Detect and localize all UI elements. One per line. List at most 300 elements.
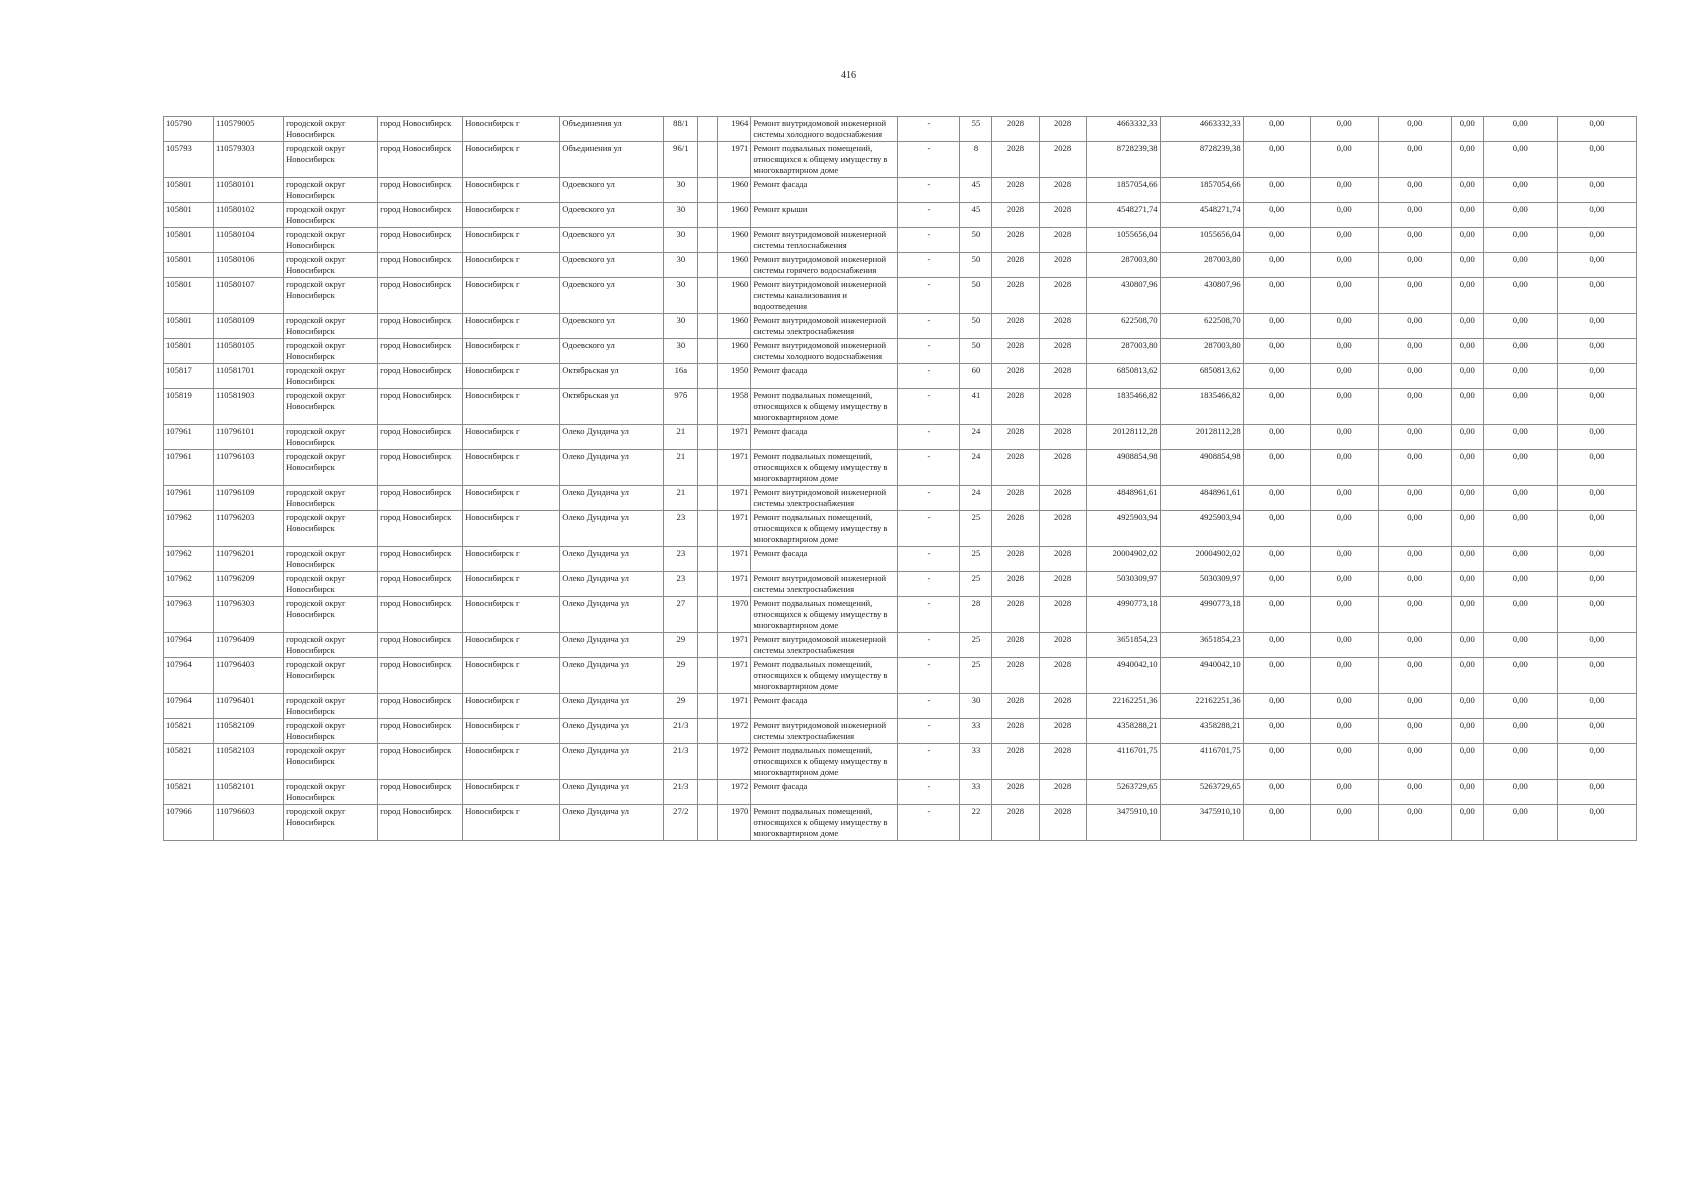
cell-owner-funds: 0,00 xyxy=(1483,228,1557,253)
cell-fund-cost: 4908854,98 xyxy=(1160,450,1243,486)
cell-other-source: 0,00 xyxy=(1451,339,1483,364)
cell-work-type: Ремонт крыши xyxy=(751,203,898,228)
cell-wear-value: 33 xyxy=(960,780,992,805)
cell-corpus xyxy=(698,450,718,486)
cell-other-source: 0,00 xyxy=(1451,547,1483,572)
cell-plan-year-end: 2028 xyxy=(1039,744,1086,780)
cell-work-type: Ремонт подвальных помещений, относящихся к общему имуществу в многоквартирном доме xyxy=(751,511,898,547)
cell-build-year: 1971 xyxy=(718,658,751,694)
cell-corpus xyxy=(698,694,718,719)
cell-fund-cost: 8728239,38 xyxy=(1160,142,1243,178)
cell-house-number: 29 xyxy=(664,658,698,694)
cell-regional-budget: 0,00 xyxy=(1310,572,1378,597)
cell-total-cost: 1055656,04 xyxy=(1086,228,1160,253)
cell-street: Олеко Дундича ул xyxy=(560,597,664,633)
cell-plan-year-end: 2028 xyxy=(1039,228,1086,253)
cell-other-source: 0,00 xyxy=(1451,278,1483,314)
cell-federal-budget: 0,00 xyxy=(1243,658,1310,694)
cell-plan-year-end: 2028 xyxy=(1039,142,1086,178)
cell-fund-cost: 3475910,10 xyxy=(1160,805,1243,841)
cell-wear-percent: - xyxy=(898,805,960,841)
cell-federal-budget: 0,00 xyxy=(1243,314,1310,339)
cell-wear-percent: - xyxy=(898,314,960,339)
cell-other-source: 0,00 xyxy=(1451,203,1483,228)
cell-fund-cost: 4925903,94 xyxy=(1160,511,1243,547)
cell-house-number: 16а xyxy=(664,364,698,389)
cell-wear-percent: - xyxy=(898,486,960,511)
cell-other-source: 0,00 xyxy=(1451,450,1483,486)
cell-house-number: 21 xyxy=(664,425,698,450)
cell-total-cost: 4663332,33 xyxy=(1086,117,1160,142)
cell-owner-funds: 0,00 xyxy=(1483,633,1557,658)
cell-wear-percent: - xyxy=(898,547,960,572)
cell-work-id: 110581701 xyxy=(214,364,284,389)
cell-wear-percent: - xyxy=(898,719,960,744)
cell-street: Олеко Дундича ул xyxy=(560,486,664,511)
cell-corpus xyxy=(698,117,718,142)
cell-house-id: 107961 xyxy=(164,425,214,450)
capital-repair-table xyxy=(163,116,1637,841)
cell-city: Новосибирск г xyxy=(463,694,560,719)
cell-settlement: город Новосибирск xyxy=(378,805,463,841)
cell-build-year: 1971 xyxy=(718,547,751,572)
cell-house-number: 30 xyxy=(664,314,698,339)
cell-total-cost: 4358288,21 xyxy=(1086,719,1160,744)
cell-owner-funds: 0,00 xyxy=(1483,314,1557,339)
cell-local-budget: 0,00 xyxy=(1378,694,1451,719)
cell-wear-value: 33 xyxy=(960,744,992,780)
cell-settlement: город Новосибирск xyxy=(378,203,463,228)
cell-plan-year-end: 2028 xyxy=(1039,597,1086,633)
cell-wear-percent: - xyxy=(898,228,960,253)
cell-local-budget: 0,00 xyxy=(1378,314,1451,339)
cell-regional-budget: 0,00 xyxy=(1310,314,1378,339)
cell-total-cost: 20004902,02 xyxy=(1086,547,1160,572)
cell-federal-budget: 0,00 xyxy=(1243,278,1310,314)
cell-house-id: 105821 xyxy=(164,780,214,805)
cell-local-budget: 0,00 xyxy=(1378,425,1451,450)
cell-plan-year-start: 2028 xyxy=(992,572,1039,597)
cell-work-type: Ремонт подвальных помещений, относящихся к общему имуществу в многоквартирном доме xyxy=(751,744,898,780)
cell-owner-funds: 0,00 xyxy=(1483,339,1557,364)
cell-fund-cost: 20004902,02 xyxy=(1160,547,1243,572)
cell-work-id: 110796209 xyxy=(214,572,284,597)
cell-total-cost: 1835466,82 xyxy=(1086,389,1160,425)
cell-local-budget: 0,00 xyxy=(1378,389,1451,425)
cell-house-number: 97б xyxy=(664,389,698,425)
cell-reserve: 0,00 xyxy=(1557,780,1636,805)
cell-city: Новосибирск г xyxy=(463,486,560,511)
cell-fund-cost: 430807,96 xyxy=(1160,278,1243,314)
cell-house-id: 107961 xyxy=(164,450,214,486)
cell-plan-year-end: 2028 xyxy=(1039,572,1086,597)
cell-build-year: 1971 xyxy=(718,633,751,658)
cell-house-id: 105817 xyxy=(164,364,214,389)
cell-owner-funds: 0,00 xyxy=(1483,389,1557,425)
cell-work-type: Ремонт подвальных помещений, относящихся к общему имуществу в многоквартирном доме xyxy=(751,597,898,633)
cell-house-number: 21/3 xyxy=(664,719,698,744)
cell-build-year: 1971 xyxy=(718,572,751,597)
cell-work-type: Ремонт подвальных помещений, относящихся к общему имуществу в многоквартирном доме xyxy=(751,450,898,486)
cell-build-year: 1972 xyxy=(718,744,751,780)
cell-fund-cost: 4940042,10 xyxy=(1160,658,1243,694)
cell-corpus xyxy=(698,178,718,203)
cell-owner-funds: 0,00 xyxy=(1483,658,1557,694)
cell-house-number: 30 xyxy=(664,339,698,364)
cell-wear-value: 45 xyxy=(960,203,992,228)
cell-house-number: 29 xyxy=(664,694,698,719)
cell-work-type: Ремонт внутридомовой инженерной системы канализования и водоотведения xyxy=(751,278,898,314)
cell-corpus xyxy=(698,597,718,633)
cell-wear-percent: - xyxy=(898,389,960,425)
cell-work-id: 110796103 xyxy=(214,450,284,486)
cell-plan-year-start: 2028 xyxy=(992,658,1039,694)
cell-local-budget: 0,00 xyxy=(1378,572,1451,597)
cell-corpus xyxy=(698,389,718,425)
cell-work-id: 110796101 xyxy=(214,425,284,450)
cell-federal-budget: 0,00 xyxy=(1243,597,1310,633)
cell-city: Новосибирск г xyxy=(463,744,560,780)
cell-municipal-district: городской округ Новосибирск xyxy=(284,389,378,425)
cell-house-id: 105821 xyxy=(164,719,214,744)
cell-fund-cost: 1835466,82 xyxy=(1160,389,1243,425)
cell-reserve: 0,00 xyxy=(1557,450,1636,486)
cell-total-cost: 4548271,74 xyxy=(1086,203,1160,228)
table-row xyxy=(164,364,1637,389)
cell-house-id: 105793 xyxy=(164,142,214,178)
cell-regional-budget: 0,00 xyxy=(1310,389,1378,425)
table-row xyxy=(164,547,1637,572)
cell-federal-budget: 0,00 xyxy=(1243,572,1310,597)
cell-federal-budget: 0,00 xyxy=(1243,450,1310,486)
cell-reserve: 0,00 xyxy=(1557,178,1636,203)
cell-plan-year-end: 2028 xyxy=(1039,339,1086,364)
cell-federal-budget: 0,00 xyxy=(1243,805,1310,841)
cell-work-type: Ремонт подвальных помещений, относящихся к общему имуществу в многоквартирном доме xyxy=(751,805,898,841)
cell-wear-value: 28 xyxy=(960,597,992,633)
cell-work-id: 110582109 xyxy=(214,719,284,744)
cell-total-cost: 4940042,10 xyxy=(1086,658,1160,694)
cell-city: Новосибирск г xyxy=(463,203,560,228)
cell-municipal-district: городской округ Новосибирск xyxy=(284,253,378,278)
cell-house-id: 105819 xyxy=(164,389,214,425)
cell-street: Одоевского ул xyxy=(560,278,664,314)
cell-settlement: город Новосибирск xyxy=(378,389,463,425)
cell-work-id: 110796403 xyxy=(214,658,284,694)
table-body xyxy=(164,117,1637,841)
cell-build-year: 1972 xyxy=(718,780,751,805)
cell-street: Олеко Дундича ул xyxy=(560,547,664,572)
cell-wear-value: 25 xyxy=(960,547,992,572)
cell-settlement: город Новосибирск xyxy=(378,486,463,511)
cell-federal-budget: 0,00 xyxy=(1243,694,1310,719)
cell-street: Олеко Дундича ул xyxy=(560,425,664,450)
cell-municipal-district: городской округ Новосибирск xyxy=(284,228,378,253)
cell-wear-percent: - xyxy=(898,203,960,228)
cell-plan-year-end: 2028 xyxy=(1039,314,1086,339)
cell-wear-value: 25 xyxy=(960,572,992,597)
cell-house-id: 105821 xyxy=(164,744,214,780)
cell-owner-funds: 0,00 xyxy=(1483,203,1557,228)
table-row xyxy=(164,253,1637,278)
cell-plan-year-start: 2028 xyxy=(992,597,1039,633)
cell-city: Новосибирск г xyxy=(463,364,560,389)
cell-regional-budget: 0,00 xyxy=(1310,339,1378,364)
cell-reserve: 0,00 xyxy=(1557,314,1636,339)
cell-regional-budget: 0,00 xyxy=(1310,425,1378,450)
cell-settlement: город Новосибирск xyxy=(378,597,463,633)
cell-city: Новосибирск г xyxy=(463,253,560,278)
cell-street: Олеко Дундича ул xyxy=(560,450,664,486)
cell-build-year: 1960 xyxy=(718,253,751,278)
cell-regional-budget: 0,00 xyxy=(1310,719,1378,744)
cell-house-id: 105801 xyxy=(164,314,214,339)
cell-fund-cost: 4990773,18 xyxy=(1160,597,1243,633)
cell-build-year: 1950 xyxy=(718,364,751,389)
cell-corpus xyxy=(698,339,718,364)
cell-settlement: город Новосибирск xyxy=(378,364,463,389)
cell-municipal-district: городской округ Новосибирск xyxy=(284,694,378,719)
cell-local-budget: 0,00 xyxy=(1378,597,1451,633)
cell-plan-year-start: 2028 xyxy=(992,511,1039,547)
cell-fund-cost: 4548271,74 xyxy=(1160,203,1243,228)
cell-total-cost: 8728239,38 xyxy=(1086,142,1160,178)
cell-reserve: 0,00 xyxy=(1557,339,1636,364)
cell-local-budget: 0,00 xyxy=(1378,117,1451,142)
cell-wear-value: 24 xyxy=(960,486,992,511)
cell-other-source: 0,00 xyxy=(1451,719,1483,744)
cell-reserve: 0,00 xyxy=(1557,278,1636,314)
cell-house-id: 107962 xyxy=(164,572,214,597)
cell-owner-funds: 0,00 xyxy=(1483,805,1557,841)
cell-work-id: 110579303 xyxy=(214,142,284,178)
cell-street: Олеко Дундича ул xyxy=(560,694,664,719)
cell-reserve: 0,00 xyxy=(1557,633,1636,658)
cell-fund-cost: 4116701,75 xyxy=(1160,744,1243,780)
cell-owner-funds: 0,00 xyxy=(1483,450,1557,486)
cell-municipal-district: городской округ Новосибирск xyxy=(284,744,378,780)
cell-regional-budget: 0,00 xyxy=(1310,547,1378,572)
cell-other-source: 0,00 xyxy=(1451,633,1483,658)
cell-federal-budget: 0,00 xyxy=(1243,178,1310,203)
cell-house-number: 88/1 xyxy=(664,117,698,142)
cell-work-id: 110796603 xyxy=(214,805,284,841)
table-row xyxy=(164,178,1637,203)
table-row xyxy=(164,228,1637,253)
cell-work-type: Ремонт фасада xyxy=(751,178,898,203)
cell-fund-cost: 1055656,04 xyxy=(1160,228,1243,253)
cell-wear-value: 25 xyxy=(960,511,992,547)
cell-house-number: 23 xyxy=(664,547,698,572)
cell-settlement: город Новосибирск xyxy=(378,744,463,780)
cell-wear-value: 60 xyxy=(960,364,992,389)
cell-owner-funds: 0,00 xyxy=(1483,486,1557,511)
cell-street: Одоевского ул xyxy=(560,314,664,339)
cell-other-source: 0,00 xyxy=(1451,314,1483,339)
cell-house-number: 21/3 xyxy=(664,744,698,780)
cell-work-type: Ремонт подвальных помещений, относящихся к общему имуществу в многоквартирном доме xyxy=(751,389,898,425)
cell-federal-budget: 0,00 xyxy=(1243,228,1310,253)
cell-total-cost: 5030309,97 xyxy=(1086,572,1160,597)
cell-house-id: 107963 xyxy=(164,597,214,633)
cell-street: Олеко Дундича ул xyxy=(560,719,664,744)
cell-wear-value: 24 xyxy=(960,450,992,486)
cell-settlement: город Новосибирск xyxy=(378,719,463,744)
cell-municipal-district: городской округ Новосибирск xyxy=(284,633,378,658)
cell-house-id: 105801 xyxy=(164,278,214,314)
cell-city: Новосибирск г xyxy=(463,228,560,253)
cell-reserve: 0,00 xyxy=(1557,425,1636,450)
cell-local-budget: 0,00 xyxy=(1378,450,1451,486)
cell-work-type: Ремонт фасада xyxy=(751,694,898,719)
cell-municipal-district: городской округ Новосибирск xyxy=(284,425,378,450)
cell-house-id: 107961 xyxy=(164,486,214,511)
cell-wear-percent: - xyxy=(898,694,960,719)
cell-local-budget: 0,00 xyxy=(1378,253,1451,278)
cell-other-source: 0,00 xyxy=(1451,253,1483,278)
cell-municipal-district: городской округ Новосибирск xyxy=(284,805,378,841)
table-row xyxy=(164,633,1637,658)
cell-municipal-district: городской округ Новосибирск xyxy=(284,547,378,572)
cell-fund-cost: 287003,80 xyxy=(1160,253,1243,278)
cell-federal-budget: 0,00 xyxy=(1243,203,1310,228)
cell-plan-year-start: 2028 xyxy=(992,228,1039,253)
cell-local-budget: 0,00 xyxy=(1378,780,1451,805)
cell-house-number: 30 xyxy=(664,228,698,253)
cell-work-type: Ремонт внутридомовой инженерной системы теплоснабжения xyxy=(751,228,898,253)
cell-plan-year-end: 2028 xyxy=(1039,547,1086,572)
cell-owner-funds: 0,00 xyxy=(1483,511,1557,547)
cell-fund-cost: 20128112,28 xyxy=(1160,425,1243,450)
cell-work-id: 110796201 xyxy=(214,547,284,572)
cell-house-number: 29 xyxy=(664,633,698,658)
cell-reserve: 0,00 xyxy=(1557,694,1636,719)
cell-plan-year-end: 2028 xyxy=(1039,694,1086,719)
cell-reserve: 0,00 xyxy=(1557,364,1636,389)
table-row xyxy=(164,744,1637,780)
cell-settlement: город Новосибирск xyxy=(378,339,463,364)
cell-wear-value: 50 xyxy=(960,278,992,314)
cell-corpus xyxy=(698,719,718,744)
cell-federal-budget: 0,00 xyxy=(1243,486,1310,511)
cell-total-cost: 622508,70 xyxy=(1086,314,1160,339)
cell-plan-year-start: 2028 xyxy=(992,364,1039,389)
cell-other-source: 0,00 xyxy=(1451,178,1483,203)
cell-other-source: 0,00 xyxy=(1451,228,1483,253)
cell-house-id: 105801 xyxy=(164,339,214,364)
cell-wear-value: 45 xyxy=(960,178,992,203)
cell-plan-year-start: 2028 xyxy=(992,805,1039,841)
cell-work-type: Ремонт внутридомовой инженерной системы холодного водоснабжения xyxy=(751,339,898,364)
cell-reserve: 0,00 xyxy=(1557,486,1636,511)
cell-settlement: город Новосибирск xyxy=(378,178,463,203)
cell-street: Октябрьская ул xyxy=(560,364,664,389)
cell-house-number: 21 xyxy=(664,450,698,486)
cell-street: Октябрьская ул xyxy=(560,389,664,425)
cell-reserve: 0,00 xyxy=(1557,597,1636,633)
cell-plan-year-end: 2028 xyxy=(1039,780,1086,805)
cell-wear-percent: - xyxy=(898,744,960,780)
cell-street: Олеко Дундича ул xyxy=(560,744,664,780)
cell-plan-year-end: 2028 xyxy=(1039,805,1086,841)
cell-other-source: 0,00 xyxy=(1451,658,1483,694)
cell-work-id: 110580101 xyxy=(214,178,284,203)
cell-total-cost: 3651854,23 xyxy=(1086,633,1160,658)
cell-fund-cost: 4358288,21 xyxy=(1160,719,1243,744)
cell-owner-funds: 0,00 xyxy=(1483,178,1557,203)
cell-plan-year-start: 2028 xyxy=(992,178,1039,203)
cell-work-type: Ремонт подвальных помещений, относящихся к общему имуществу в многоквартирном доме xyxy=(751,142,898,178)
cell-plan-year-start: 2028 xyxy=(992,253,1039,278)
cell-regional-budget: 0,00 xyxy=(1310,450,1378,486)
cell-total-cost: 1857054,66 xyxy=(1086,178,1160,203)
cell-corpus xyxy=(698,142,718,178)
cell-municipal-district: городской округ Новосибирск xyxy=(284,780,378,805)
cell-house-number: 21 xyxy=(664,486,698,511)
cell-house-id: 105790 xyxy=(164,117,214,142)
cell-plan-year-end: 2028 xyxy=(1039,486,1086,511)
cell-house-number: 23 xyxy=(664,572,698,597)
cell-house-number: 27 xyxy=(664,597,698,633)
cell-city: Новосибирск г xyxy=(463,780,560,805)
cell-build-year: 1960 xyxy=(718,314,751,339)
cell-corpus xyxy=(698,658,718,694)
cell-settlement: город Новосибирск xyxy=(378,694,463,719)
cell-federal-budget: 0,00 xyxy=(1243,364,1310,389)
cell-total-cost: 430807,96 xyxy=(1086,278,1160,314)
cell-work-type: Ремонт подвальных помещений, относящихся к общему имуществу в многоквартирном доме xyxy=(751,658,898,694)
cell-federal-budget: 0,00 xyxy=(1243,633,1310,658)
cell-settlement: город Новосибирск xyxy=(378,228,463,253)
cell-total-cost: 6850813,62 xyxy=(1086,364,1160,389)
cell-local-budget: 0,00 xyxy=(1378,744,1451,780)
cell-local-budget: 0,00 xyxy=(1378,547,1451,572)
cell-house-id: 107962 xyxy=(164,547,214,572)
cell-street: Олеко Дундича ул xyxy=(560,658,664,694)
cell-reserve: 0,00 xyxy=(1557,658,1636,694)
cell-corpus xyxy=(698,228,718,253)
cell-build-year: 1958 xyxy=(718,389,751,425)
cell-plan-year-end: 2028 xyxy=(1039,425,1086,450)
cell-fund-cost: 287003,80 xyxy=(1160,339,1243,364)
cell-reserve: 0,00 xyxy=(1557,805,1636,841)
cell-street: Олеко Дундича ул xyxy=(560,805,664,841)
cell-house-number: 21/3 xyxy=(664,780,698,805)
cell-municipal-district: городской округ Новосибирск xyxy=(284,203,378,228)
cell-settlement: город Новосибирск xyxy=(378,142,463,178)
cell-plan-year-start: 2028 xyxy=(992,278,1039,314)
cell-plan-year-start: 2028 xyxy=(992,314,1039,339)
table-row xyxy=(164,203,1637,228)
cell-plan-year-end: 2028 xyxy=(1039,117,1086,142)
table-row xyxy=(164,719,1637,744)
cell-federal-budget: 0,00 xyxy=(1243,425,1310,450)
cell-regional-budget: 0,00 xyxy=(1310,486,1378,511)
cell-other-source: 0,00 xyxy=(1451,364,1483,389)
cell-work-id: 110580106 xyxy=(214,253,284,278)
cell-federal-budget: 0,00 xyxy=(1243,389,1310,425)
cell-build-year: 1964 xyxy=(718,117,751,142)
cell-settlement: город Новосибирск xyxy=(378,314,463,339)
cell-total-cost: 3475910,10 xyxy=(1086,805,1160,841)
cell-municipal-district: городской округ Новосибирск xyxy=(284,178,378,203)
cell-municipal-district: городской округ Новосибирск xyxy=(284,339,378,364)
cell-city: Новосибирск г xyxy=(463,425,560,450)
cell-total-cost: 4925903,94 xyxy=(1086,511,1160,547)
cell-federal-budget: 0,00 xyxy=(1243,744,1310,780)
cell-wear-value: 25 xyxy=(960,658,992,694)
cell-house-number: 30 xyxy=(664,178,698,203)
